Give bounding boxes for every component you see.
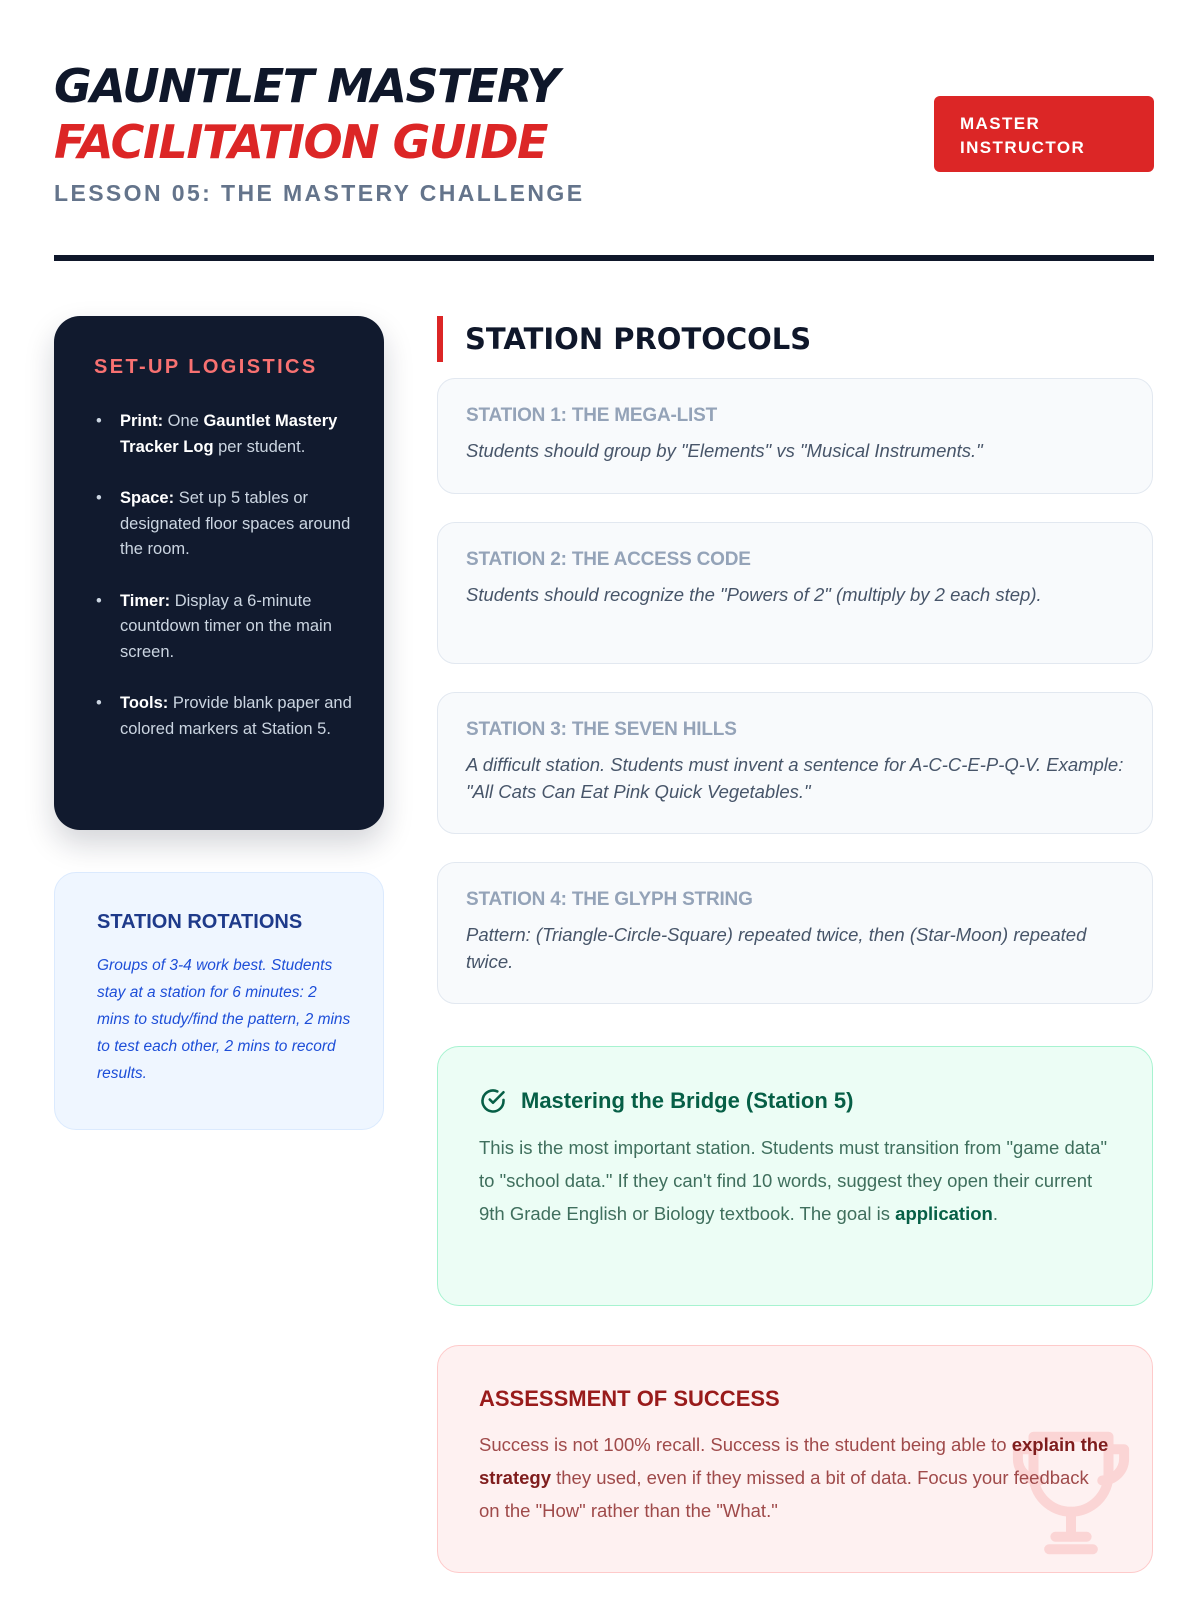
title-line-2: FACILITATION GUIDE [54, 115, 547, 169]
station-text: A difficult station. Students must invent a sentence for A-C-C-E-P-Q-V. Example: "All Cats Can Eat Pink Quick Vegetables." [466, 754, 1124, 802]
station-rotations-panel [54, 872, 384, 1130]
station-protocols-heading: STATION PROTOCOLS [437, 316, 811, 362]
logistics-list [94, 409, 354, 742]
assessment-text [479, 1428, 1114, 1527]
logistics-item-tools [94, 691, 354, 742]
logistics-item-print [94, 409, 354, 460]
logistics-item-text: Provide blank paper and colored markers at Station 5. [120, 694, 352, 738]
station-card-2 [437, 522, 1153, 664]
station-title: STATION 2: THE ACCESS CODE [466, 549, 751, 570]
station-card-4 [437, 862, 1153, 1004]
lesson-subtitle: LESSON 05: THE MASTERY CHALLENGE [54, 180, 585, 206]
station-title: STATION 4: THE GLYPH STRING [466, 889, 753, 910]
logistics-item-timer [94, 589, 354, 666]
logistics-item-label: Tools: [120, 694, 169, 712]
assessment-text-c: they used, even if they missed a bit of data. Focus your feedback on the "How" rather than the "What." [479, 1467, 1089, 1521]
logistics-item-label: Print: [120, 412, 164, 430]
bridge-title: Mastering the Bridge (Station 5) [521, 1088, 854, 1113]
bridge-text-a: This is the most important station. Students must transition from "game data" to "school data." If they can't find 10 words, suggest they open their current 9th Grade English or Biology textbook. The goal is [479, 1137, 1108, 1224]
header-divider [54, 255, 1154, 261]
assessment-text-a: Success is not 100% recall. Success is the student being able to [479, 1434, 1012, 1455]
check-circle-icon [479, 1087, 507, 1115]
station-text: Pattern: (Triangle-Circle-Square) repeated twice, then (Star-Moon) repeated twice. [466, 924, 1087, 972]
master-instructor-badge [934, 96, 1154, 172]
logistics-item-text: Display a 6-minute countdown timer on the main screen. [120, 591, 332, 661]
assessment-title: ASSESSMENT OF SUCCESS [479, 1386, 780, 1411]
logistics-item-text: One [163, 412, 204, 430]
station-rotations-title: STATION ROTATIONS [97, 911, 303, 933]
bridge-heading-row [479, 1087, 1114, 1115]
badge-line-2: INSTRUCTOR [960, 138, 1086, 157]
station-title: STATION 1: THE MEGA-LIST [466, 405, 717, 426]
badge-line-1: MASTER [960, 114, 1041, 133]
logistics-item-space [94, 486, 354, 563]
mastering-bridge-callout [437, 1046, 1153, 1306]
station-card-1 [437, 378, 1153, 494]
assessment-callout [437, 1345, 1153, 1573]
assessment-text-bold: explain the strategy [479, 1434, 1109, 1488]
station-card-3 [437, 692, 1153, 834]
logistics-item-text: Set up 5 tables or designated floor spaces around the room. [120, 489, 351, 558]
bridge-text-c: . [992, 1203, 998, 1224]
logistics-item-label: Space: [120, 489, 175, 507]
title-line-1: GAUNTLET MASTERY [54, 59, 559, 113]
setup-logistics-panel [54, 316, 384, 830]
station-text: Students should group by "Elements" vs "Musical Instruments." [466, 440, 983, 461]
bridge-text-bold: application [895, 1203, 993, 1224]
bridge-text [479, 1131, 1114, 1230]
station-text: Students should recognize the "Powers of 2" (multiply by 2 each step). [466, 584, 1042, 605]
station-title: STATION 3: THE SEVEN HILLS [466, 719, 737, 740]
logistics-item-bold: Gauntlet Mastery Tracker Log [120, 412, 338, 456]
setup-logistics-title: SET-UP LOGISTICS [94, 356, 318, 378]
logistics-item-label: Timer: [120, 591, 171, 610]
logistics-item-text: per student. [213, 437, 306, 456]
station-rotations-text: Groups of 3-4 work best. Students stay at a station for 6 minutes: 2 mins to study/find the pattern, 2 mins to test each other, 2 mins to record results. [97, 957, 351, 1082]
